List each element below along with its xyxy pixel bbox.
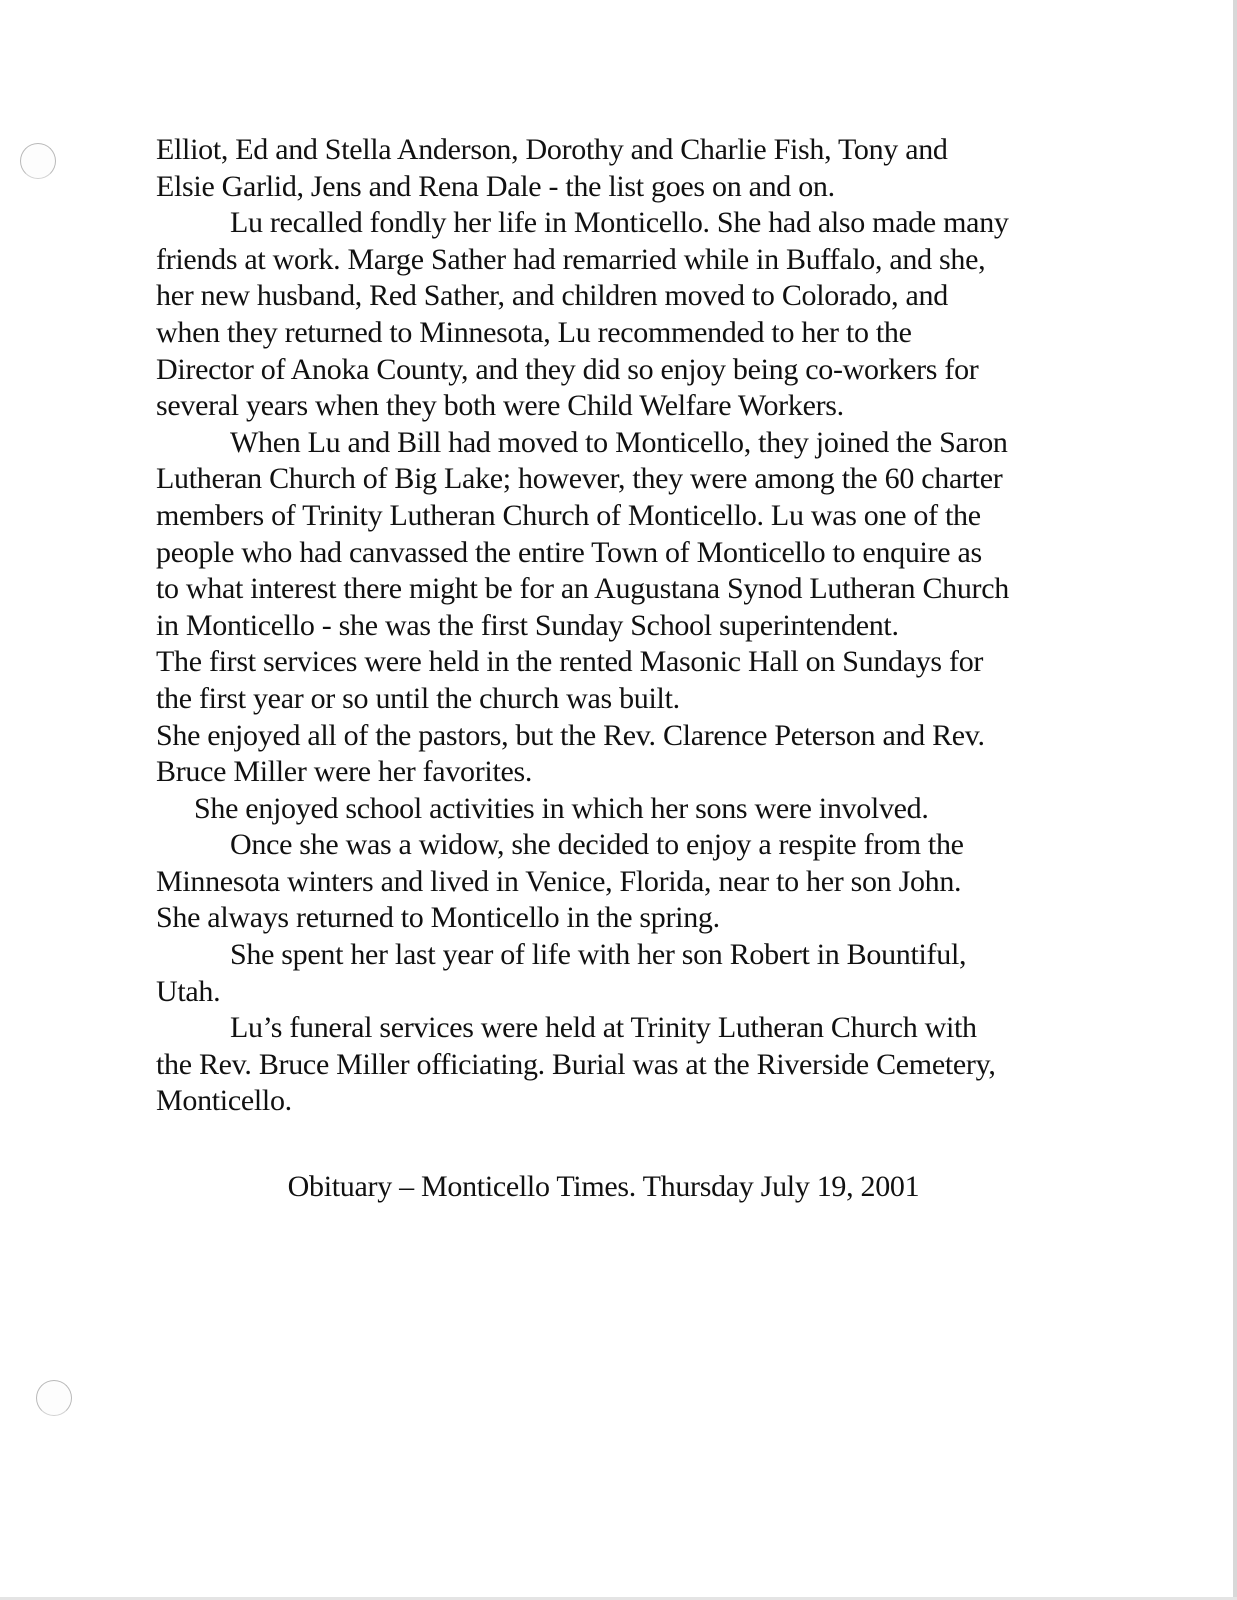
text-line: The first services were held in the rented Masonic Hall on Sundays for bbox=[156, 645, 984, 679]
text-line: people who had canvassed the entire Town of Monticello to enquire as bbox=[156, 535, 982, 569]
text-line: Elliot, Ed and Stella Anderson, Dorothy and Charlie Fish, Tony and bbox=[156, 133, 948, 166]
text-line: She spent her last year of life with her son Robert in Bountiful, bbox=[230, 938, 967, 972]
text-line: She always returned to Monticello in the spring. bbox=[156, 901, 720, 935]
text-line: Director of Anoka County, and they did so enjoy being co-workers for bbox=[156, 352, 979, 386]
text-line: Lutheran Church of Big Lake; however, they were among the 60 charter bbox=[156, 462, 1003, 496]
page-edge-right bbox=[1233, 0, 1237, 1600]
caption-text: Obituary – Monticello Times. Thursday July 19, 2001 bbox=[287, 1170, 920, 1203]
text-line: when they returned to Minnesota, Lu recommended to her to the bbox=[156, 315, 912, 349]
text-line: friends at work. Marge Sather had remarried while in Buffalo, and she, bbox=[156, 242, 986, 276]
obituary-source-caption bbox=[0, 1170, 1237, 1204]
text-line: members of Trinity Lutheran Church of Monticello. Lu was one of the bbox=[156, 498, 981, 532]
text-line: Once she was a widow, she decided to enjoy a respite from the bbox=[230, 828, 964, 862]
punch-hole-bottom bbox=[36, 1380, 72, 1416]
text-line: Elsie Garlid, Jens and Rena Dale - the list goes on and on. bbox=[156, 169, 835, 203]
text-line: Minnesota winters and lived in Venice, Florida, near to her son John. bbox=[156, 864, 962, 898]
text-line: several years when they both were Child Welfare Workers. bbox=[156, 389, 844, 423]
text-line: the first year or so until the church was built. bbox=[156, 681, 680, 715]
text-line: Utah. bbox=[156, 974, 221, 1008]
text-line: Lu’s funeral services were held at Trinity Lutheran Church with bbox=[230, 1011, 977, 1045]
text-line: in Monticello - she was the first Sunday School superintendent. bbox=[156, 608, 899, 642]
text-line: the Rev. Bruce Miller officiating. Burial was at the Riverside Cemetery, bbox=[156, 1047, 996, 1081]
punch-hole-top bbox=[20, 143, 56, 179]
text-line: her new husband, Red Sather, and children moved to Colorado, and bbox=[156, 279, 948, 313]
text-line: Lu recalled fondly her life in Monticello. She had also made many bbox=[230, 206, 1009, 240]
text-line: Bruce Miller were her favorites. bbox=[156, 755, 533, 789]
obituary-body bbox=[156, 132, 1101, 1120]
text-line: She enjoyed school activities in which her sons were involved. bbox=[194, 791, 929, 825]
text-line: When Lu and Bill had moved to Monticello, they joined the Saron bbox=[230, 425, 1008, 459]
text-line: Monticello. bbox=[156, 1084, 292, 1118]
text-line: She enjoyed all of the pastors, but the Rev. Clarence Peterson and Rev. bbox=[156, 718, 985, 752]
text-line: to what interest there might be for an Augustana Synod Lutheran Church bbox=[156, 572, 1009, 606]
